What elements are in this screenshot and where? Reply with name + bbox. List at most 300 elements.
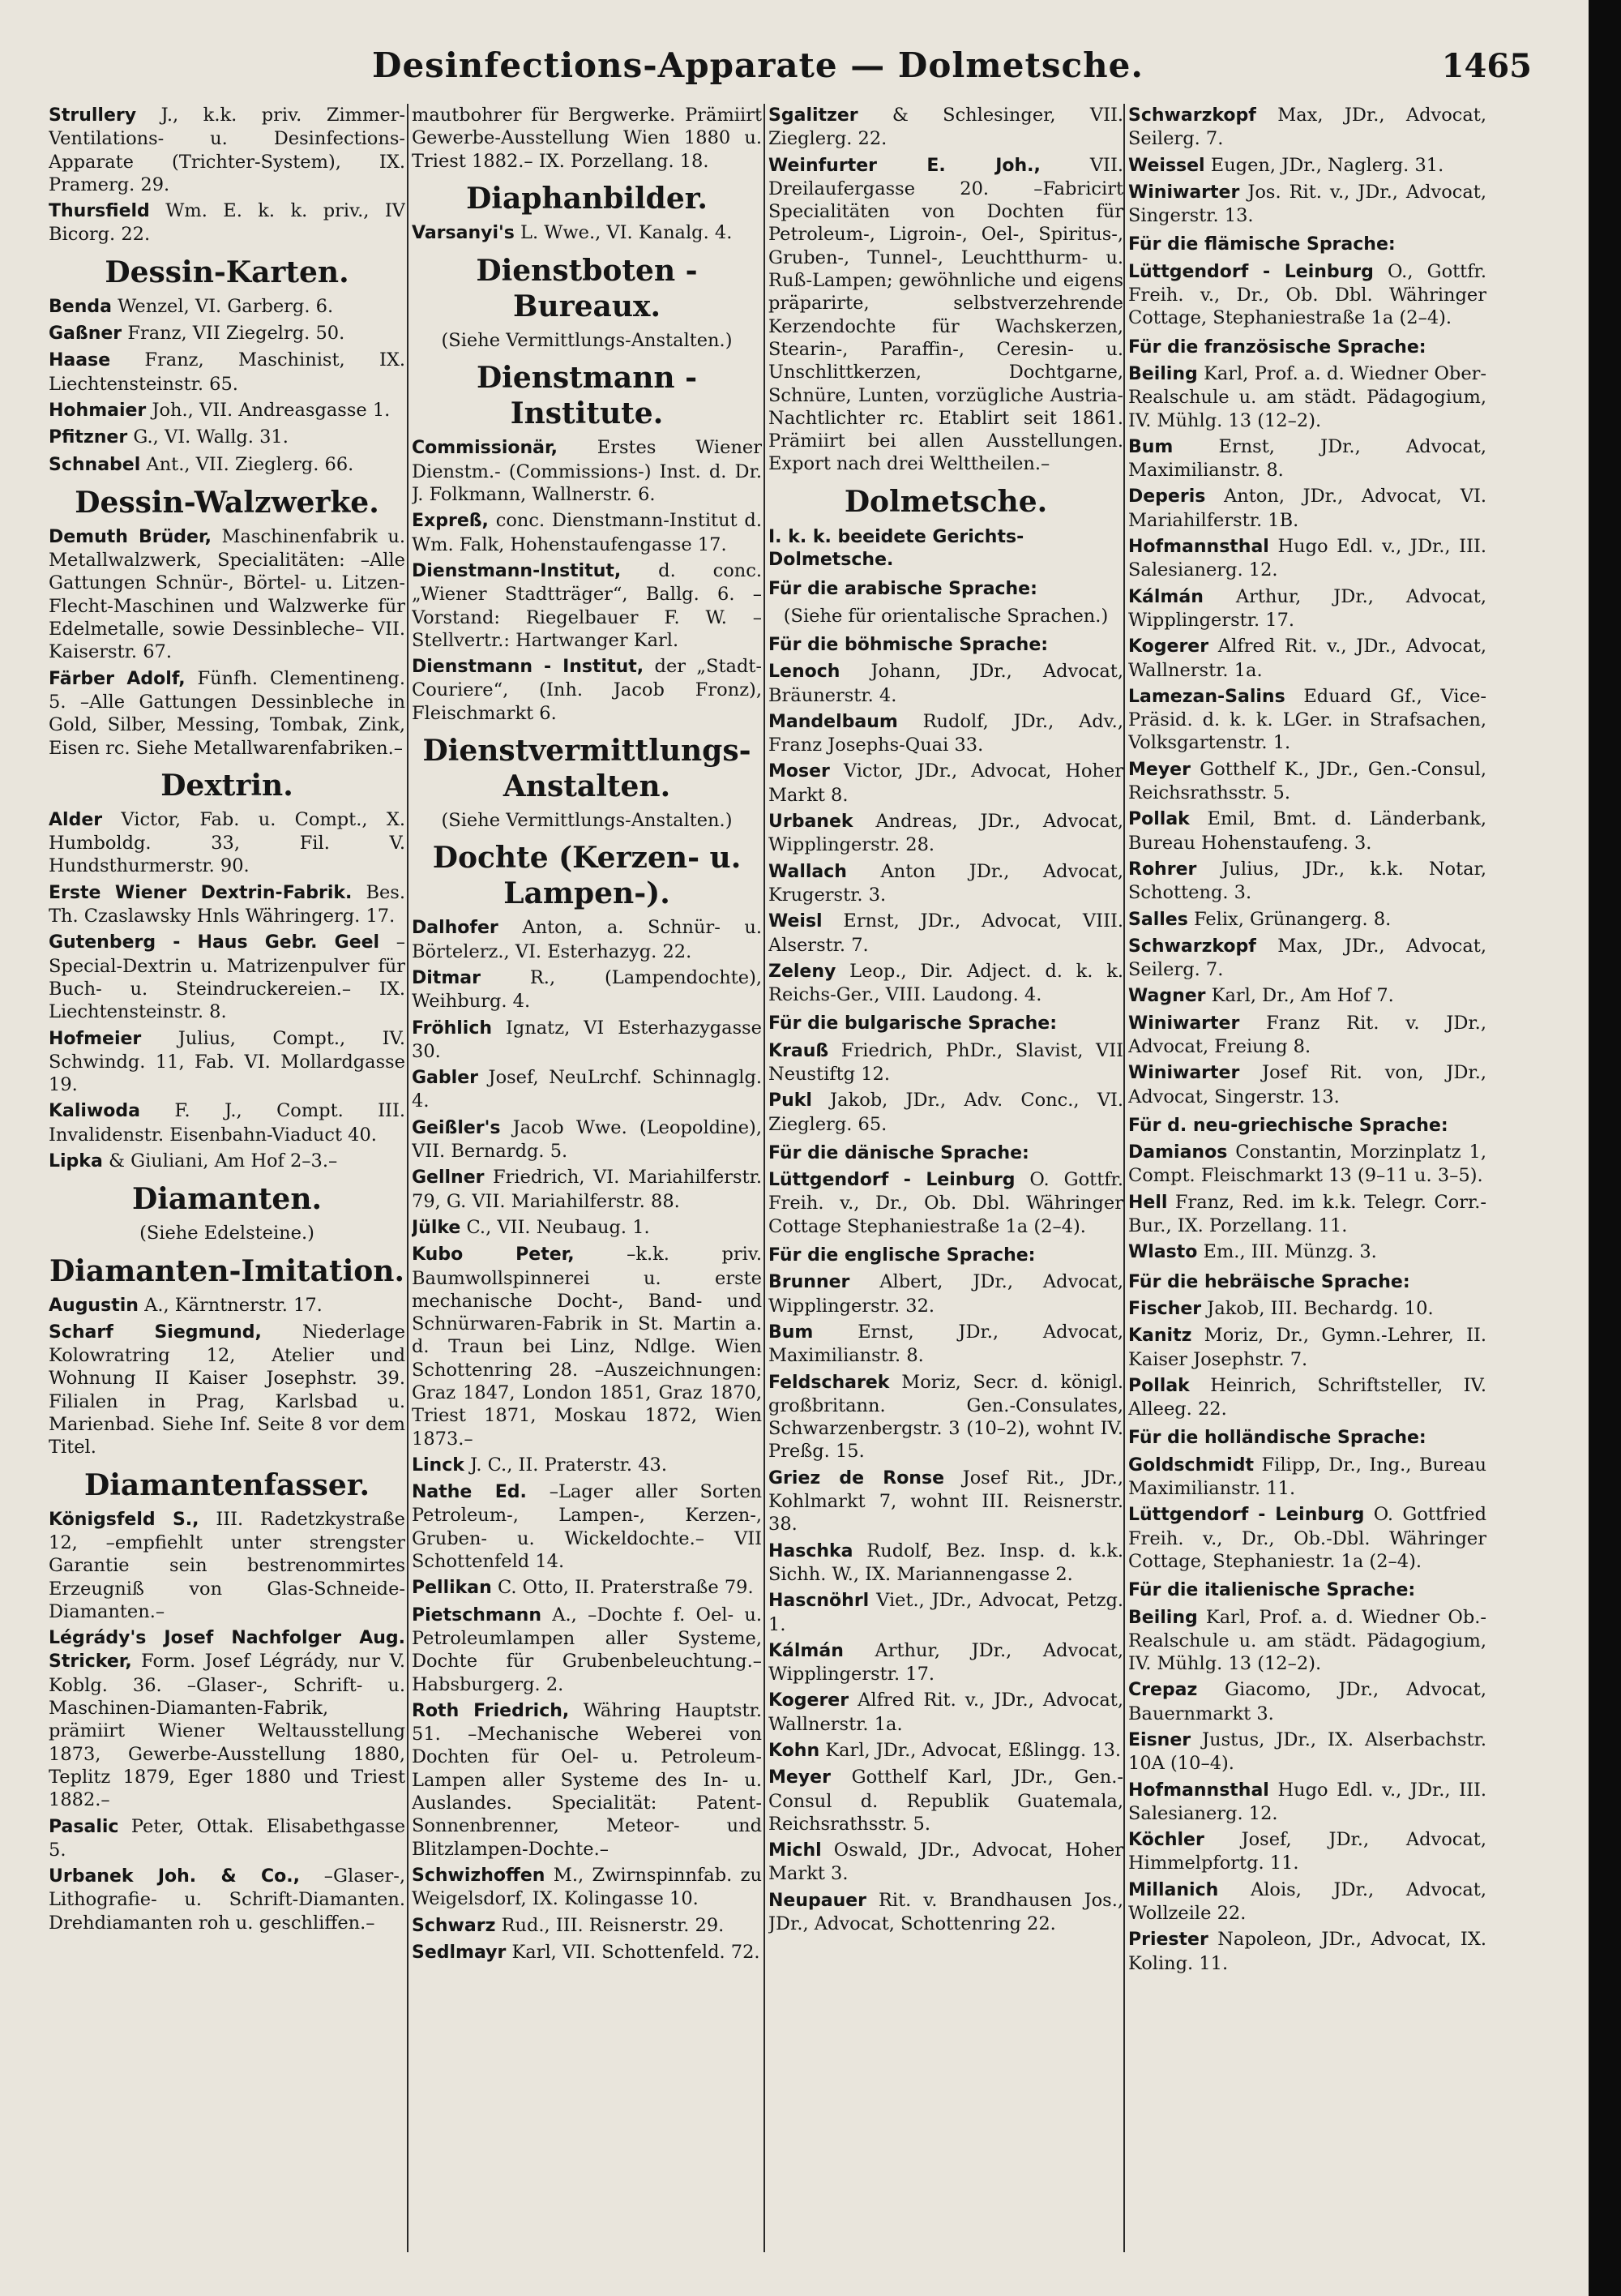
section-heading: Diamantenfasser. [84,1467,370,1502]
entry-name: Moser [768,761,830,782]
directory-entry [1128,1678,1486,1725]
directory-entry [1128,1828,1486,1875]
entry-details: mautbohrer für Bergwerke. Prämiirt Gewerbe-Ausstellung Wien 1880 u. Triest 1882.– IX. Porzellang. 18. [412,105,762,172]
entry-name: Lipka [49,1150,103,1172]
entry-details: O. Gottfr. Freih. v., Dr., Ob. Dbl. Währinger Cottage Stephaniestraße 1a (2–4). [768,1169,1123,1237]
entry-name: Kálmán [1128,586,1204,607]
subsection-heading: I. k. k. beeidete Gerichts-Dolmetsche. [768,526,1024,571]
directory-entry [768,1270,1123,1317]
entry-name: Lamezan-Salins [1128,686,1285,707]
directory-entry [768,1839,1123,1886]
entry-name: Dalhofer [412,918,498,939]
directory-entry [49,1508,405,1623]
entry-details: Friedrich, VI. Mariahilferstr. 79, G. VII. Mariahilferstr. 88. [412,1167,762,1212]
directory-entry [1128,1240,1486,1264]
subsection-heading: Für die flämische Sprache: [1128,234,1396,255]
entry-name: Färber Adolf, [49,668,186,689]
directory-entry [1128,104,1486,151]
entry-name: Millanich [1128,1879,1219,1900]
directory-entry [1128,260,1486,330]
directory-entry [1128,1503,1486,1573]
entry-details: Gotthelf K., JDr., Gen.-Consul, Reichsrathsstr. 5. [1128,758,1486,804]
entry-details: Franz, VII Ziegelrg. 50. [127,323,345,345]
directory-entry [412,1480,762,1573]
directory-entry [412,1216,762,1240]
directory-entry [49,1626,405,1811]
entry-details: Julius, JDr., k.k. Notar, Schotteng. 3. [1128,858,1486,904]
entry-details: Ant., VII. Zieglerg. 66. [146,453,354,475]
directory-entry [49,525,405,664]
directory-entry [49,349,405,396]
directory-entry [768,1589,1123,1636]
entry-details: Wm. E. k. k. priv., IV Bicorg. 22. [49,200,405,246]
directory-entry [412,1116,762,1163]
entry-details: L. Wwe., VI. Kanalg. 4. [520,221,733,243]
entry-details: Joh., VII. Andreasgasse 1. [152,399,391,421]
entry-name: Zeleny [768,961,836,982]
entry-name: Strullery [49,105,137,126]
directory-entry [49,1294,405,1317]
entry-name: Winiwarter [1128,1013,1240,1034]
directory-entry [49,808,405,878]
directory-entry [49,931,405,1023]
directory-entry [1128,154,1486,178]
entry-name: Hell [1128,1192,1168,1213]
entry-name: Hofmeier [49,1028,142,1049]
entry-name: Michl [768,1840,822,1861]
entry-details: Emil, Bmt. d. Länderbank, Bureau Hohenstaufeng. 3. [1128,808,1486,854]
entry-details: M., Zwirnspinnfab. zu Weigelsdorf, IX. Kolingasse 10. [412,1864,762,1910]
entry-name: Dienstmann - Institut, [412,657,644,678]
directory-entry [768,760,1123,807]
entry-details: Anton, a. Schnür- u. Börtelerz., VI. Esterhazyg. 22. [412,917,762,962]
entry-details: Oswald, JDr., Advocat, Hoher Markt 3. [768,1840,1123,1885]
directory-entry [1128,1606,1486,1676]
entry-name: Pollak [1128,809,1190,830]
entry-details: A., –Dochte f. Oel- u. Petroleumlampen aller Systeme, Dochte für Grubenbeleuchtung.– Habsburgerg. 2. [412,1604,762,1695]
entry-details: Leop., Dir. Adject. d. k. k. Reichs-Ger., VIII. Laudong. 4. [768,960,1123,1006]
directory-entry [1128,1454,1486,1501]
directory-entry [768,1739,1123,1763]
directory-entry [412,1454,762,1477]
entry-name: Deperis [1128,486,1206,508]
entry-details: Erstes Wiener Dienstm.- (Commissions-) Inst. d. Dr. J. Folkmann, Wallnerstr. 6. [412,437,762,506]
entry-details: Arthur, JDr., Advocat, Wipplingerstr. 17. [768,1639,1123,1686]
entry-details: Karl, Prof. a. d. Wiedner Ob.-Realschule u. am städt. Pädagogium, IV. Mühlg. 13 (12–2). [1128,1606,1486,1675]
entry-name: Schwarz [412,1915,496,1936]
entry-details: Andreas, JDr., Advocat, Wipplingerstr. 28. [768,811,1123,856]
column-divider [763,104,765,2252]
entry-details: Form. Josef Légrády, nur V. Koblg. 36. –Glaser-, Schrift- u. Maschinen-Diamanten-Fabrik, prämiirt Wiener Weltausstellung 1873, Gewerbe-Ausstellung 1880, Teplitz 1879, Eger 1880 und Triest 1882.– [49,1651,405,1811]
directory-entry [768,910,1123,957]
entry-details: Max, JDr., Advocat, Seilerg. 7. [1128,935,1486,981]
entry-details: Julius, Compt., IV. Schwindg. 11, Fab. VI. Mollardgasse 19. [49,1027,405,1096]
entry-name: Kaliwoda [49,1101,141,1122]
directory-entry [1128,585,1486,632]
directory-entry [768,710,1123,757]
column-1 [49,104,405,2277]
directory-entry [768,1467,1123,1536]
entry-name: Pukl [768,1090,812,1112]
directory-entry [412,1066,762,1113]
section-heading: Dienstboten - Bureaux. [476,254,698,324]
directory-entry [412,559,762,652]
directory-entry [49,1321,405,1459]
entry-details: Wenzel, VI. Garberg. 6. [118,295,334,317]
entry-name: Kubo Peter, [412,1244,575,1266]
column-divider [1123,104,1125,2252]
entry-name: Weinfurter E. Joh., [768,155,1041,176]
entry-details: Währing Hauptstr. 51. –Mechanische Weberei von Dochten für Oel- u. Petroleum-Lampen aller Systeme des In- u. Auslandes. Specialität: Patent-Sonnenbrenner, Meteor- und Blitzlampen-Dochte.– [412,1699,762,1860]
entry-name: Haase [49,350,111,371]
entry-details: Jacob Wwe. (Leopoldine), VII. Bernardg. 5. [412,1116,762,1163]
directory-entry [768,104,1123,151]
entry-name: Lüttgendorf - Leinburg [768,1170,1016,1191]
directory-entry [49,426,405,449]
directory-entry [412,221,762,245]
entry-details: conc. Dienstmann-Institut d. Wm. Falk, Hohenstaufengasse 17. [412,510,762,555]
subsection-heading: Für die holländische Sprache: [1128,1428,1426,1449]
directory-entry [412,436,762,506]
directory-entry [1128,1297,1486,1321]
entry-details: A., Kärntnerstr. 17. [144,1294,323,1316]
entry-name: Königsfeld S., [49,1509,199,1530]
entry-name: Damianos [1128,1142,1228,1163]
directory-entry [1128,1728,1486,1776]
entry-details: Josef, NeuLrchf. Schinnaglg. 4. [412,1067,762,1112]
entry-name: Priester [1128,1930,1208,1951]
entry-name: Pietschmann [412,1604,541,1626]
directory-entry [1128,1012,1486,1059]
entry-details: Bes. Th. Czaslawsky Hnls Währingerg. 17. [49,881,405,927]
entry-details: Gotthelf Karl, JDr., Gen.-Consul d. Republik Guatemala, Reichsrathsstr. 5. [768,1767,1123,1835]
entry-name: Lüttgendorf - Leinburg [1128,261,1374,282]
entry-details: Justus, JDr., IX. Alserbachstr. 10A (10–4). [1128,1729,1486,1775]
entry-name: Gabler [412,1068,478,1089]
subsection-heading: Für die böhmische Sprache: [768,634,1049,655]
entry-name: Crepaz [1128,1680,1198,1701]
entry-name: Lüttgendorf - Leinburg [1128,1505,1365,1526]
entry-details: Josef Rit. von, JDr., Advocat, Singerstr. 13. [1128,1062,1486,1107]
entry-name: Beiling [1128,1607,1198,1628]
entry-name: Krauß [768,1040,829,1061]
entry-details: Alfred Rit. v., JDr., Advocat, Wallnerstr. 1a. [1128,636,1486,681]
directory-entry [768,1039,1123,1086]
entry-details: Napoleon, JDr., Advocat, IX. Koling. 11. [1128,1929,1486,1974]
entry-name: Thursfield [49,201,150,222]
directory-entry [1128,181,1486,228]
entry-name: Urbanek Joh. & Co., [49,1866,300,1887]
directory-entry [768,860,1123,907]
entry-name: Wlasto [1128,1242,1198,1263]
entry-name: Pasalic [49,1816,119,1837]
directory-entry [412,104,762,173]
entry-name: Lenoch [768,662,840,683]
entry-details: Fünfh. Clementineng. 5. –Alle Gattungen Dessinbleche in Gold, Silber, Messing, Tombak, Zink, Eisen rc. Siehe Metallwarenfabriken.– [49,667,405,759]
entry-name: Hofmannsthal [1128,1780,1269,1801]
entry-details: –Special-Dextrin u. Matrizenpulver für Buch- u. Steindruckereien.– IX. Liechtensteinstr. 8. [49,932,405,1023]
entry-name: Gutenberg - Haus Gebr. Geel [49,932,380,953]
directory-entry [412,966,762,1013]
section-heading: Dessin-Walzwerke. [75,485,379,520]
entry-details: Karl, VII. Schottenfeld. 72. [511,1941,760,1963]
directory-entry [768,1766,1123,1836]
entry-name: Meyer [768,1767,831,1788]
entry-name: Wallach [768,861,847,882]
entry-details: Alfred Rit. v., JDr., Advocat, Wallnerstr. 1a. [768,1690,1123,1735]
entry-details: Viet., JDr., Advocat, Petzg. 1. [768,1590,1123,1635]
entry-details: Anton JDr., Advocat, Krugerstr. 3. [768,860,1123,906]
directory-entry [768,1540,1123,1587]
entry-details: Eugen, JDr., Naglerg. 31. [1210,154,1444,176]
entry-details: Peter, Ottak. Elisabethgasse 5. [49,1815,405,1861]
directory-entry [1128,635,1486,682]
entry-details: & Giuliani, Am Hof 2–3.– [108,1150,338,1172]
directory-entry [1128,685,1486,755]
section-heading: Dextrin. [160,768,293,803]
entry-name: Linck [412,1454,464,1476]
entry-details: R., (Lampendochte), Weihburg. 4. [412,966,762,1013]
directory-entry [1128,1928,1486,1975]
directory-entry [1128,435,1486,482]
entry-details: Friedrich, PhDr., Slavist, VII Neustiftg 12. [768,1039,1123,1085]
directory-entry [412,1941,762,1964]
subsection-heading: Für d. neu-griechische Sprache: [1128,1115,1448,1136]
entry-details: Josef Rit., JDr., Kohlmarkt 7, wohnt III. Reisnerstr. 38. [768,1467,1123,1536]
directory-entry [768,1089,1123,1136]
directory-entry [1128,984,1486,1008]
subsection-heading: Für die italienische Sprache: [1128,1580,1416,1601]
entry-details: Karl, JDr., Advocat, Eßlingg. 13. [825,1740,1122,1761]
directory-entry [1128,362,1486,432]
entry-name: Pellikan [412,1578,492,1599]
directory-entry [412,1864,762,1911]
directory-entry [49,667,405,760]
entry-name: Schnabel [49,454,141,475]
entry-name: Meyer [1128,759,1191,780]
entry-name: Varsanyi's [412,222,515,243]
entry-details: Jakob, JDr., Adv. Conc., VI. Zieglerg. 65. [768,1090,1123,1135]
column-3 [768,104,1123,2277]
directory-entry [768,960,1123,1007]
entry-name: Rohrer [1128,859,1197,880]
entry-name: Scharf Siegmund, [49,1321,262,1343]
entry-name: Demuth Brüder, [49,526,212,547]
entry-name: Nathe Ed. [412,1482,527,1503]
entry-details: Ernst, JDr., Advocat, VIII. Alserstr. 7. [768,910,1123,956]
entry-name: Winiwarter [1128,1063,1240,1084]
directory-entry [412,1166,762,1213]
entry-name: Gellner [412,1167,485,1189]
directory-entry [49,881,405,928]
entry-details: Karl, Prof. a. d. Wiedner Ober-Realschule u. am städt. Pädagogium, IV. Mühlg. 13 (12–2). [1128,362,1486,431]
entry-details: Johann, JDr., Advocat, Bräunerstr. 4. [768,661,1123,706]
entry-details: Felix, Grünangerg. 8. [1193,908,1392,930]
entry-name: Weissel [1128,155,1205,176]
directory-entry [412,1576,762,1600]
entry-name: Mandelbaum [768,711,898,732]
directory-entry [1128,535,1486,582]
directory-entry [1128,1374,1486,1421]
entry-name: Eisner [1128,1730,1191,1750]
entry-details: –Glaser-, Lithografie- u. Schrift-Diamanten. Drehdiamanten roh u. geschliffen.– [49,1866,405,1934]
directory-entry [412,916,762,963]
directory-entry [768,1889,1123,1936]
entry-details: Anton, JDr., Advocat, VI. Mariahilferstr. 1B. [1128,486,1486,531]
entry-details: C., VII. Neubaug. 1. [466,1216,650,1238]
directory-entry [1128,1324,1486,1371]
column-4 [1128,104,1486,2277]
directory-entry [1128,1878,1486,1925]
entry-details: J., k.k. priv. Zimmer-Ventilations- u. Desinfections-Apparate (Trichter-System), IX. Pramerg. 29. [49,105,405,195]
directory-entry [49,1815,405,1862]
subsection-heading: Für die hebräische Sprache: [1128,1271,1410,1292]
directory-entry [49,199,405,246]
directory-entry [1128,758,1486,805]
entry-name: Dienstmann-Institut, [412,560,622,581]
cross-reference-note: (Siehe Edelsteine.) [139,1223,314,1244]
entry-details: Rit. v. Brandhausen Jos., JDr., Advocat, Schottenring 22. [768,1889,1123,1935]
entry-name: Kohn [768,1741,820,1761]
entry-details: Giacomo, JDr., Advocat, Bauernmarkt 3. [1128,1679,1486,1724]
entry-details: Karl, Dr., Am Hof 7. [1211,985,1394,1007]
section-heading: Diaphanbilder. [466,181,708,216]
directory-entry [1128,1061,1486,1108]
directory-entry [1128,1191,1486,1238]
entry-details: Victor, Fab. u. Compt., X. Humboldg. 33, Fil. V. Hundsthurmerstr. 90. [49,808,405,877]
entry-details: C. Otto, II. Praterstraße 79. [497,1577,754,1599]
entry-details: Ernst, JDr., Advocat, Maximilianstr. 8. [1128,435,1486,482]
directory-entry [49,295,405,319]
entry-name: Feldscharek [768,1372,890,1393]
entry-name: Kálmán [768,1640,844,1661]
directory-entry [49,1099,405,1146]
entry-name: Erste Wiener Dextrin-Fabrik. [49,882,353,903]
entry-name: Haschka [768,1540,853,1561]
directory-entry [49,1865,405,1934]
entry-details: –Lager aller Sorten Petroleum-, Lampen-, Kerzen-, Gruben- u. Wickeldochte.– VII Schottenfeld 14. [412,1481,762,1573]
directory-entry [768,1689,1123,1736]
entry-name: Gaßner [49,323,122,345]
entry-name: Griez de Ronse [768,1467,944,1489]
directory-entry [412,1699,762,1861]
directory-entry [412,1914,762,1938]
entry-name: Benda [49,296,112,317]
directory-entry [1128,858,1486,905]
section-heading: Diamanten-Imitation. [49,1253,405,1288]
entry-details: Niederlage Kolowratring 12, Atelier und Wohnung II Kaiser Josephstr. 39. Filialen in Prag, Karlsbad u. Marienbad. Siehe Inf. Seite 8 vor dem Titel. [49,1321,405,1459]
entry-name: Goldschmidt [1128,1454,1254,1476]
entry-name: Bum [1128,436,1174,457]
directory-entry [49,104,405,196]
entry-details: Constantin, Morzinplatz 1, Compt. Fleischmarkt 13 (9–11 u. 3–5). [1128,1142,1486,1187]
entry-details: Max, JDr., Advocat, Seilerg. 7. [1128,105,1486,150]
entry-name: Sgalitzer [768,105,858,126]
entry-name: Ditmar [412,967,481,988]
entry-details: Victor, JDr., Advocat, Hoher Markt 8. [768,760,1123,806]
cross-reference-note: (Siehe für orientalische Sprachen.) [783,605,1109,627]
directory-entry [768,1639,1123,1686]
directory-entry [412,509,762,556]
directory-entry [768,810,1123,857]
directory-entry [768,1168,1123,1238]
cross-reference-note: (Siehe Vermittlungs-Anstalten.) [441,810,733,832]
entry-details: O., Gottfr. Freih. v., Dr., Ob. Dbl. Währinger Cottage, Stephaniestraße 1a (2–4). [1128,260,1486,329]
entry-details: –k.k. priv. Baumwollspinnerei u. erste mechanische Docht-, Band- und Schnürwaren-Fabrik in St. Martin a. d. Traun bei Linz, Ndlge. Wien Schottenring 28. –Auszeichnungen: Graz 1847, London 1851, Graz 1870, Triest 1871, Moskau 1872, Wien 1873.– [412,1244,762,1450]
directory-entry [1128,935,1486,982]
entry-details: G., VI. Wallg. 31. [133,426,289,448]
entry-name: Hofmannsthal [1128,537,1269,558]
entry-details: O. Gottfried Freih. v., Dr., Ob.-Dbl. Währinger Cottage, Stephaniestr. 1a (2–4). [1128,1504,1486,1572]
entry-name: Köchler [1128,1830,1204,1851]
directory-entry [412,1017,762,1064]
entry-details: Franz, Maschinist, IX. Liechtensteinstr. 65. [49,349,405,395]
entry-name: Sedlmayr [412,1942,507,1963]
entry-name: Salles [1128,909,1188,930]
entry-details: Jos. Rit. v., JDr., Advocat, Singerstr. 13. [1128,181,1486,227]
section-heading: Dolmetsche. [844,484,1048,519]
directory-entry [1128,1141,1486,1188]
section-heading: Dienstvermittlungs-Anstalten. [422,734,751,804]
entry-name: Schwizhoffen [412,1865,545,1886]
directory-entry [1128,1779,1486,1826]
entry-details: Eduard Gf., Vice-Präsid. d. k. k. LGer. in Strafsachen, Volksgartenstr. 1. [1128,685,1486,754]
directory-entry [412,1604,762,1696]
directory-entry [768,1371,1123,1463]
entry-details: Rud., III. Reisnerstr. 29. [501,1914,725,1936]
entry-details: VII. Dreilaufergasse 20. –Fabricirt Specialitäten von Dochten für Petroleum-, Ligroin-, Oel-, Spiritus-, Gruben-, Tunnel-, Leuchtthurm- u. Ruß-Lampen; gewöhnliche und eigens präparirte, selbstverzehrende Kerzendochte für Wachskerzen, Stearin-, Paraffin-, Ceresin- u. Unschlittkerzen, Dochtgarne, Schnüre, Lunten, vorzügliche Austria-Nachtlichter rc. Etablirt seit 1861. Prämiirt bei allen Ausstellungen. Export nach drei Welttheilen.– [768,154,1123,475]
entry-details: Filipp, Dr., Ing., Bureau Maximilianstr. 11. [1128,1454,1486,1500]
entry-details: Em., III. Münzg. 3. [1203,1241,1377,1263]
column-2 [412,104,762,2277]
entry-details: der „Stadt-Couriere“, (Inh. Jacob Fronz), Fleischmarkt 6. [412,656,762,724]
section-heading: Dochte (Kerzen- u. Lampen-). [432,841,742,911]
entry-details: Arthur, JDr., Advocat, Wipplingerstr. 17. [1128,585,1486,631]
directory-entry [768,1321,1123,1368]
page-number: 1465 [1441,47,1532,85]
subsection-heading: Für die französische Sprache: [1128,336,1426,358]
directory-entry [1128,807,1486,855]
entry-name: Schwarzkopf [1128,105,1256,126]
entry-name: Urbanek [768,812,853,833]
entry-name: Bum [768,1321,814,1343]
entry-details: III. Radetzkystraße 12, –empfiehlt unter strengster Garantie sein bestrenommirtes Erzeugniß von Glas-Schneide-Diamanten.– [49,1508,405,1622]
entry-details: Ignatz, VI Esterhazygasse 30. [412,1017,762,1062]
directory-entry [49,1150,405,1173]
directory-entry [49,1027,405,1097]
subsection-heading: Für die englische Sprache: [768,1245,1036,1266]
entry-name: Pollak [1128,1375,1190,1396]
entry-name: Brunner [768,1272,850,1293]
entry-name: Kogerer [1128,636,1209,658]
directory-entry [49,453,405,477]
entry-name: Pfitzner [49,427,128,448]
entry-name: Expreß, [412,511,489,532]
entry-name: Fröhlich [412,1017,493,1039]
entry-details: Moriz, Secr. d. königl. großbritann. Gen.-Consulates, Schwarzenbergstr. 3 (10–2), wohnt IV. Preßg. 15. [768,1371,1123,1463]
directory-entry [768,154,1123,476]
cross-reference-note: (Siehe Vermittlungs-Anstalten.) [441,330,733,352]
entry-name: Roth Friedrich, [412,1700,570,1721]
entry-name: Légrády's Josef Nachfolger Aug. Stricker, [49,1628,405,1673]
page-header-title: Desinfections-Apparate — Dolmetsche. [372,45,1144,85]
entry-details: Moriz, Dr., Gymn.-Lehrer, II. Kaiser Josephstr. 7. [1128,1325,1486,1370]
subsection-heading: Für die bulgarische Sprache: [768,1013,1057,1034]
entry-details: d. conc. „Wiener Stadtträger“, Ballg. 6. –Vorstand: Riegelbauer F. W. –Stellvertr.: Hartwanger Karl. [412,559,762,651]
section-heading: Dienstmann - Institute. [476,361,698,431]
subsection-heading: Für die dänische Sprache: [768,1142,1029,1163]
entry-details: Rudolf, Bez. Insp. d. k.k. Sichh. W., IX. Mariannengasse 2. [768,1540,1123,1585]
